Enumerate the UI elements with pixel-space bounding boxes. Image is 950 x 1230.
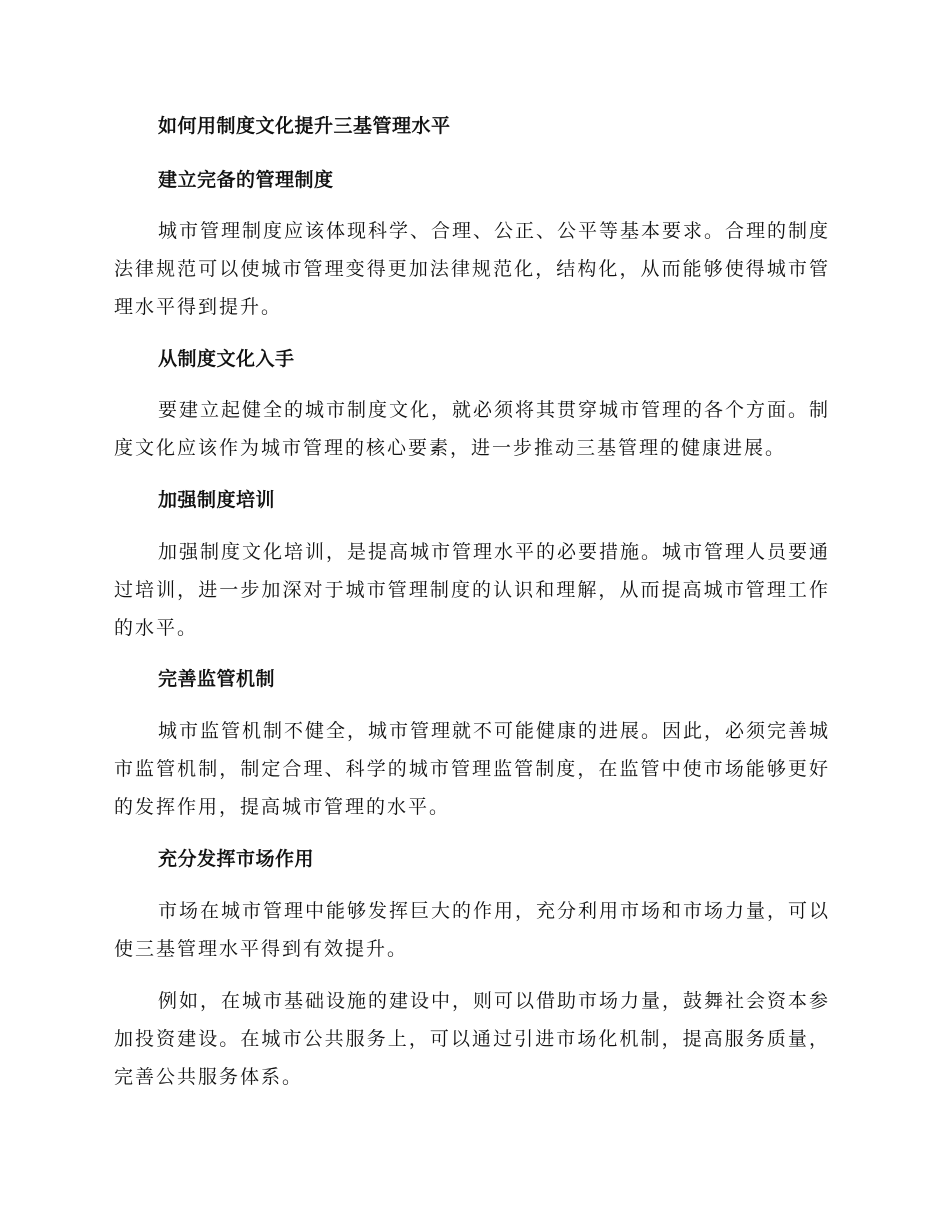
- document-title: 如何用制度文化提升三基管理水平: [158, 115, 451, 137]
- section-paragraph-supervision: 城市监管机制不健全，城市管理就不可能健康的进展。因此，必须完善城市监管机制，制定合理、科学的城市管理监管制度，在监管中使市场能够更好的发挥作用，提高城市管理的水平。: [114, 720, 831, 818]
- section-paragraph-management-system: 城市管理制度应该体现科学、合理、公正、公平等基本要求。合理的制度法律规范可以使城市管理变得更加法律规范化，结构化，从而能够使得城市管理水平得到提升。: [114, 220, 831, 318]
- section-paragraph-training: 加强制度文化培训，是提高城市管理水平的必要措施。城市管理人员要通过培训，进一步加深对于城市管理制度的认识和理解，从而提高城市管理工作的水平。: [114, 541, 831, 639]
- section-heading-management-system: 建立完备的管理制度: [158, 169, 334, 191]
- section-heading-system-culture: 从制度文化入手: [158, 348, 295, 370]
- section-paragraph-market-role-2: 例如，在城市基础设施的建设中，则可以借助市场力量，鼓舞社会资本参加投资建设。在城市公共服务上，可以通过引进市场化机制，提高服务质量，完善公共服务体系。: [114, 990, 831, 1088]
- section-paragraph-system-culture: 要建立起健全的城市制度文化，就必须将其贯穿城市管理的各个方面。制度文化应该作为城市管理的核心要素，进一步推动三基管理的健康进展。: [114, 399, 831, 459]
- section-heading-market-role: 充分发挥市场作用: [158, 848, 315, 870]
- section-heading-supervision: 完善监管机制: [158, 668, 276, 690]
- section-heading-training: 加强制度培训: [158, 489, 276, 511]
- section-paragraph-market-role-1: 市场在城市管理中能够发挥巨大的作用，充分利用市场和市场力量，可以使三基管理水平得到有效提升。: [114, 900, 831, 960]
